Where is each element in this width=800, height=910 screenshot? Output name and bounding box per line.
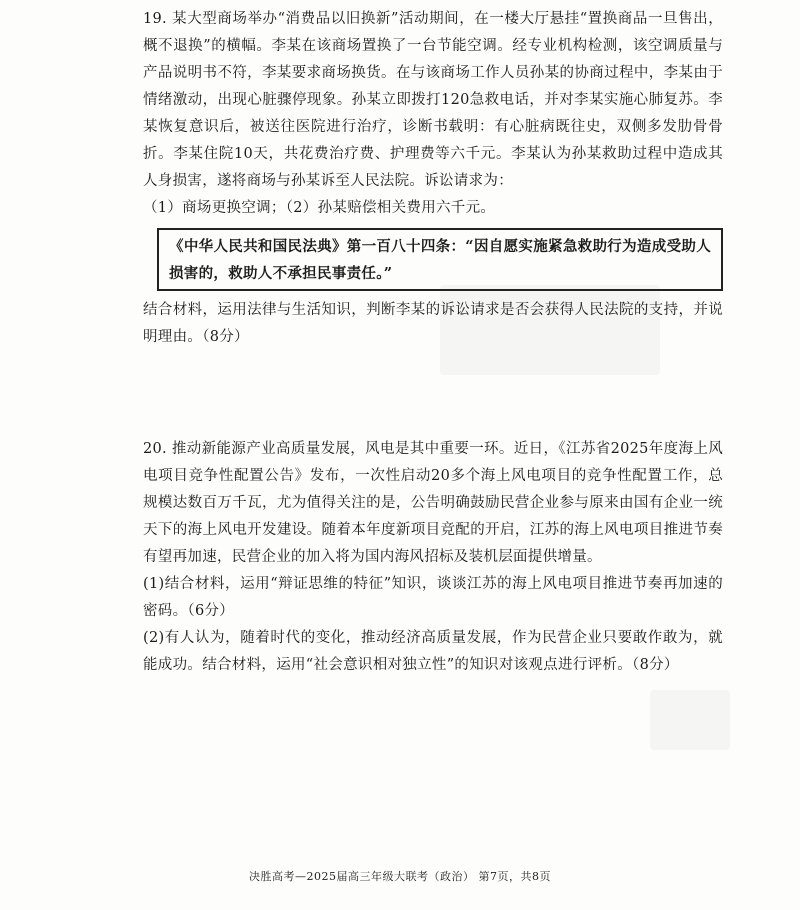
question-20-subquestion-1: (1)结合材料，运用“辩证思维的特征”知识，谈谈江苏的海上风电项目推进节奏再加速的密码。（6分） [143,576,723,619]
question-20-material: 20. 推动新能源产业高质量发展，风电是其中重要一环。近日，《江苏省2025年度海上风电项目竞争性配置公告》发布，一次性启动20多个海上风电项目的竞争性配置工作，总规模达数百万千瓦，尤为值得关注的是，公告明确鼓励民营企业参与原来由国有企业一统天下的海上风电开发建设。随着本年度新项目竞配的开启，江苏的海上风电项目推进节奏有望再加速，民营企业的加入将为国内海风招标及装机层面提供增量。 [143,441,723,565]
civil-code-article-text: 《中华人民共和国民法典》第一百八十四条：“因自愿实施紧急救助行为造成受助人损害的，救助人不承担民事责任。” [169,238,711,282]
scan-artifact [650,690,730,750]
question-19-claims: （1）商场更换空调；（2）孙某赔偿相关费用六千元。 [143,200,496,216]
question-19-material: 19. 某大型商场举办“消费品以旧换新”活动期间，在一楼大厅悬挂“置换商品一旦售出，概不退换”的横幅。李某在该商场置换了一台节能空调。经专业机构检测，该空调质量与产品说明书不符，李某要求商场换货。在与该商场工作人员孙某的协商过程中，李某由于情绪激动，出现心脏骤停现象。孙某立即拨打120急救电话，并对李某实施心肺复苏。李某恢复意识后，被送往医院进行治疗，诊断书载明：有心脏病既往史，双侧多发肋骨骨折。李某住院10天，共花费治疗费、护理费等六千元。李某认为孙某救助过程中造成其人身损害，遂将商场与孙某诉至人民法院。诉讼请求为： [143,11,723,189]
civil-code-article-box [157,228,723,291]
question-20-subquestion-2: (2)有人认为，随着时代的变化，推动经济高质量发展，作为民营企业只要敢作敢为，就能成功。结合材料，运用“社会意识相对独立性”的知识对该观点进行评析。（8分） [143,630,723,673]
question-20 [143,436,723,679]
question-19-task: 结合材料，运用法律与生活知识，判断李某的诉讼请求是否会获得人民法院的支持，并说明理由。（8分） [143,302,723,345]
page-footer: 决胜高考—2025届高三年级大联考（政治） 第7页，共8页 [249,870,551,883]
question-19 [143,6,723,351]
